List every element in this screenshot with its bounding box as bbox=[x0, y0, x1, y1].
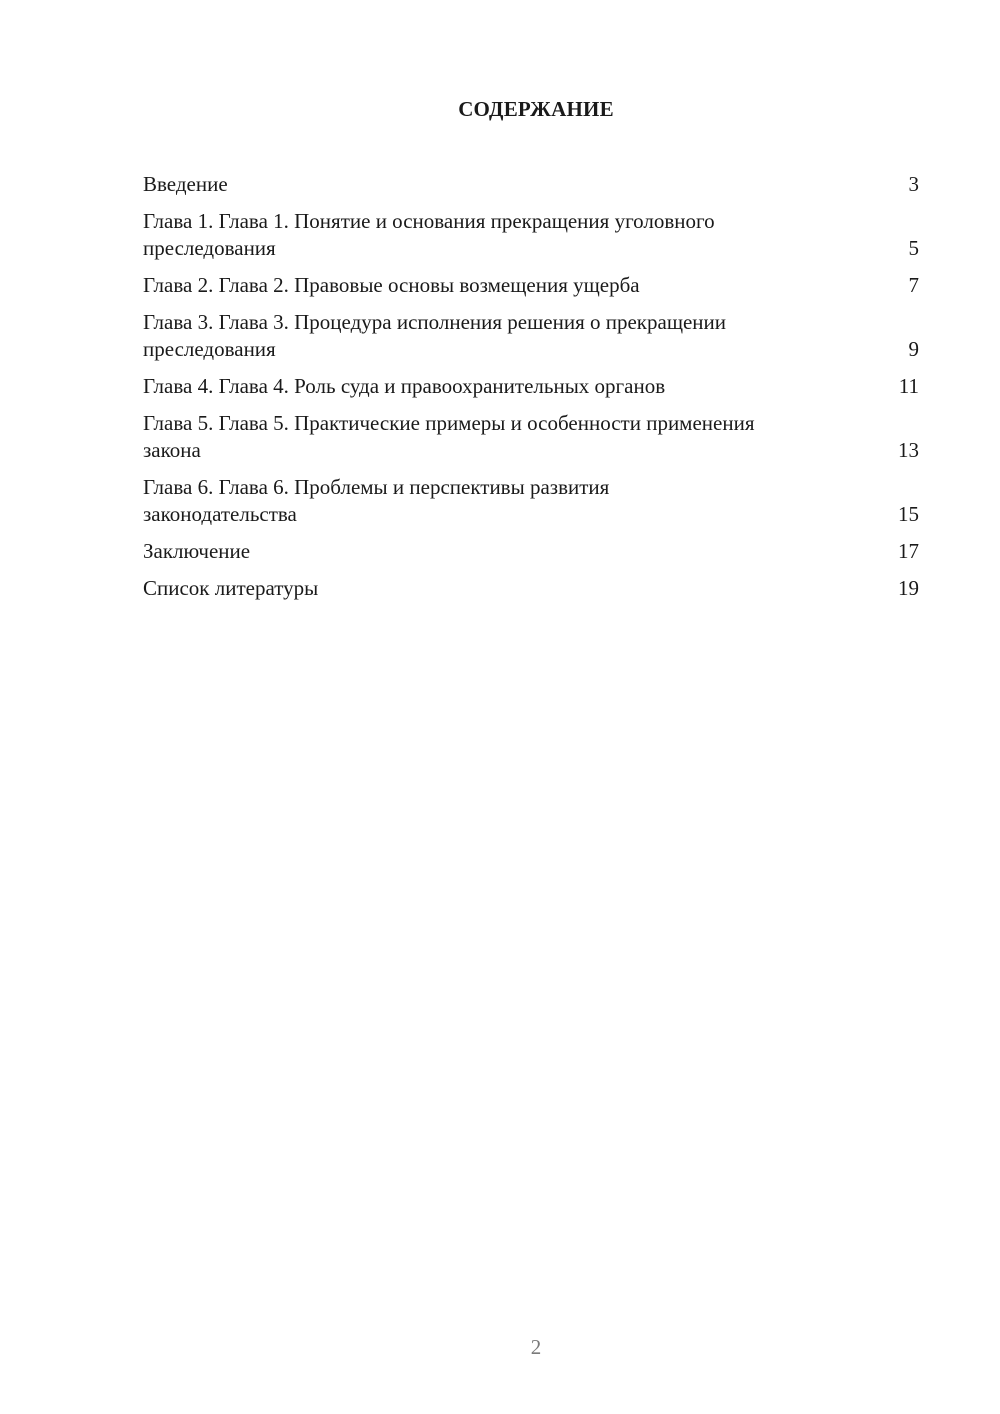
toc-entry-page: 9 bbox=[908, 337, 919, 361]
toc-entry-label: Глава 2. Глава 2. Правовые основы возмещения ущерба bbox=[143, 273, 640, 297]
toc-entry-page: 3 bbox=[908, 172, 919, 196]
toc-entry-chapter-4[interactable] bbox=[143, 373, 919, 400]
toc-entry-label: Глава 5. Глава 5. Практические примеры и особенности применения закона bbox=[143, 411, 755, 462]
toc-entry-label: Введение bbox=[143, 172, 228, 196]
toc-entry-page: 5 bbox=[908, 236, 919, 260]
page-number: 2 bbox=[530, 1335, 542, 1359]
toc-entry-label: Глава 4. Глава 4. Роль суда и правоохранительных органов bbox=[143, 374, 666, 398]
toc-entry-conclusion[interactable] bbox=[143, 538, 919, 565]
toc-entry-bibliography[interactable] bbox=[143, 575, 919, 602]
toc-entry-label: Глава 3. Глава 3. Процедура исполнения решения о прекращении преследования bbox=[143, 310, 727, 361]
toc-entry-chapter-1[interactable] bbox=[143, 208, 919, 262]
toc-entry-page: 17 bbox=[898, 539, 919, 563]
toc-entry-chapter-2[interactable] bbox=[143, 272, 919, 299]
toc-entry-label: Глава 1. Глава 1. Понятие и основания прекращения уголовного преследования bbox=[143, 209, 715, 260]
toc-entry-page: 7 bbox=[908, 273, 919, 297]
toc-entry-chapter-5[interactable] bbox=[143, 410, 919, 464]
toc-title: СОДЕРЖАНИЕ bbox=[458, 97, 614, 121]
toc-entry-page: 19 bbox=[898, 576, 919, 600]
toc-entry-page: 11 bbox=[898, 374, 919, 398]
toc-entry-label: Список литературы bbox=[143, 576, 319, 600]
toc-entry-chapter-3[interactable] bbox=[143, 309, 919, 363]
toc-entry-introduction[interactable] bbox=[143, 171, 919, 198]
toc-list bbox=[143, 171, 919, 612]
toc-entry-page: 15 bbox=[898, 502, 919, 526]
toc-entry-page: 13 bbox=[898, 438, 919, 462]
toc-entry-chapter-6[interactable] bbox=[143, 474, 919, 528]
toc-entry-label: Глава 6. Глава 6. Проблемы и перспективы развития законодательства bbox=[143, 475, 610, 526]
toc-entry-label: Заключение bbox=[143, 539, 251, 563]
